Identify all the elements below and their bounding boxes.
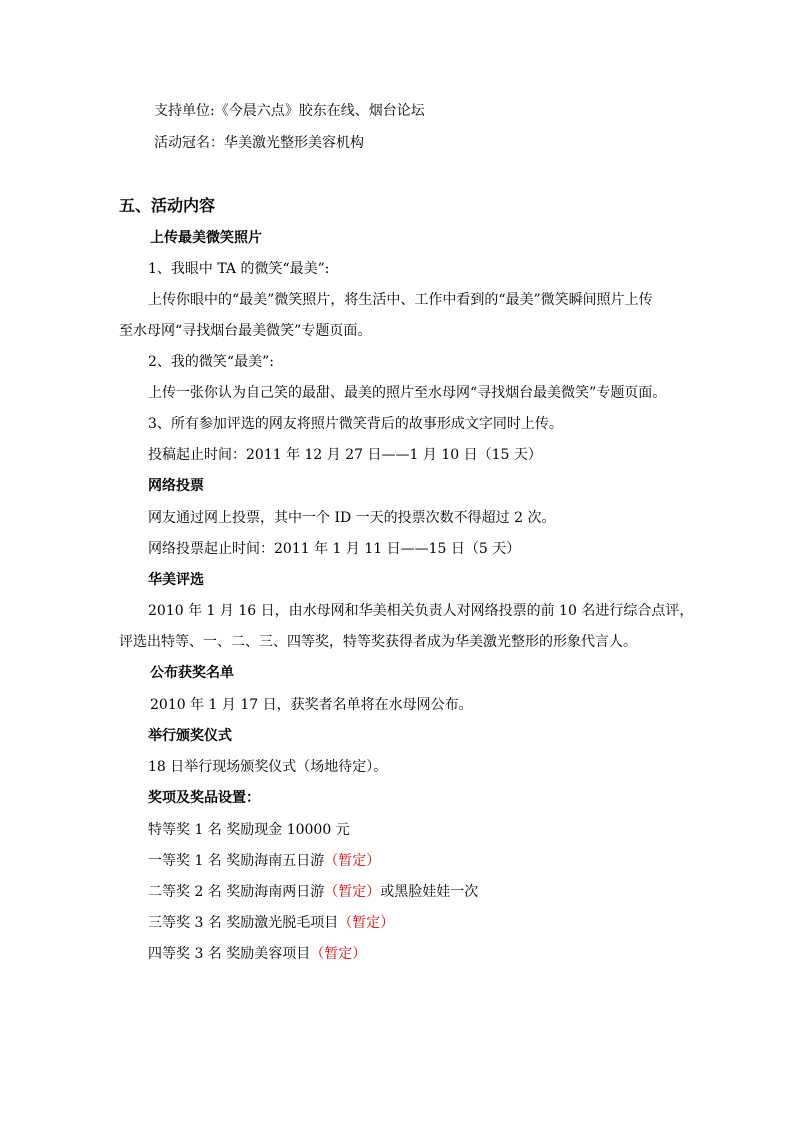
sponsor: 活动冠名：华美激光整形美容机构 xyxy=(154,135,364,151)
upload-heading: 上传最美微笑照片 xyxy=(150,230,262,246)
prize-second xyxy=(148,882,478,902)
selection-text-b: 评选出特等、一、二、三、四等奖，特等奖获得者成为华美激光整形的形象代言人。 xyxy=(119,634,637,650)
prize-fourth xyxy=(148,944,366,964)
ceremony-text: 18 日举行现场颁奖仪式（场地待定）。 xyxy=(148,759,388,775)
selection-heading: 华美评选 xyxy=(148,572,204,588)
prize-special-text: 特等奖 1 名 奖励现金 10000 元 xyxy=(148,822,350,838)
section-title: 五、活动内容 xyxy=(119,196,216,215)
support-units: 支持单位:《今晨六点》胶东在线、烟台论坛 xyxy=(154,103,425,119)
vote-heading: 网络投票 xyxy=(148,478,204,494)
vote-period: 网络投票起止时间：2011 年 1 月 11 日——15 日（5 天） xyxy=(148,541,521,557)
upload-period: 投稿起止时间：2011 年 12 月 27 日——1 月 10 日（15 天） xyxy=(148,447,542,463)
prize-second-tail: 或黑脸娃娃一次 xyxy=(380,884,479,900)
upload-item1-text-a: 上传你眼中的“最美”微笑照片，将生活中、工作中看到的“最美”微笑瞬间照片上传 xyxy=(148,292,653,308)
prize-second-text: 二等奖 2 名 奖励海南两日游 xyxy=(148,884,325,900)
upload-item2-text: 上传一张你认为自己笑的最甜、最美的照片至水母网“寻找烟台最美微笑”专题页面。 xyxy=(148,385,667,401)
prize-first xyxy=(148,851,380,871)
vote-text: 网友通过网上投票，其中一个 ID 一天的投票次数不得超过 2 次。 xyxy=(148,510,556,526)
prize-fourth-text: 四等奖 3 名 奖励美容项目 xyxy=(148,946,311,962)
prize-second-tentative: （暂定） xyxy=(324,884,381,900)
announce-heading: 公布获奖名单 xyxy=(150,665,234,681)
prize-first-tentative: （暂定） xyxy=(324,853,381,869)
selection-text-a: 2010 年 1 月 16 日，由水母网和华美相关负责人对网络投票的前 10 名进行综合点评， xyxy=(148,603,694,619)
prize-first-text: 一等奖 1 名 奖励海南五日游 xyxy=(148,853,325,869)
prize-third-tentative: （暂定） xyxy=(338,915,395,931)
upload-item3-text: 3、所有参加评选的网友将照片微笑背后的故事形成文字同时上传。 xyxy=(148,416,563,432)
announce-text: 2010 年 1 月 17 日，获奖者名单将在水母网公布。 xyxy=(150,697,473,713)
upload-item1-title: 1、我眼中 TA 的微笑“最美”: xyxy=(148,261,330,277)
upload-item2-title: 2、我的微笑“最美”: xyxy=(148,354,274,370)
ceremony-heading: 举行颁奖仪式 xyxy=(148,728,232,744)
prize-third-text: 三等奖 3 名 奖励激光脱毛项目 xyxy=(148,915,339,931)
prize-special xyxy=(148,820,350,840)
prize-fourth-tentative: （暂定） xyxy=(310,946,367,962)
prize-third xyxy=(148,913,394,933)
upload-item1-text-b: 至水母网“寻找烟台最美微笑”专题页面。 xyxy=(119,323,372,339)
prizes-heading: 奖项及奖品设置： xyxy=(148,790,260,806)
